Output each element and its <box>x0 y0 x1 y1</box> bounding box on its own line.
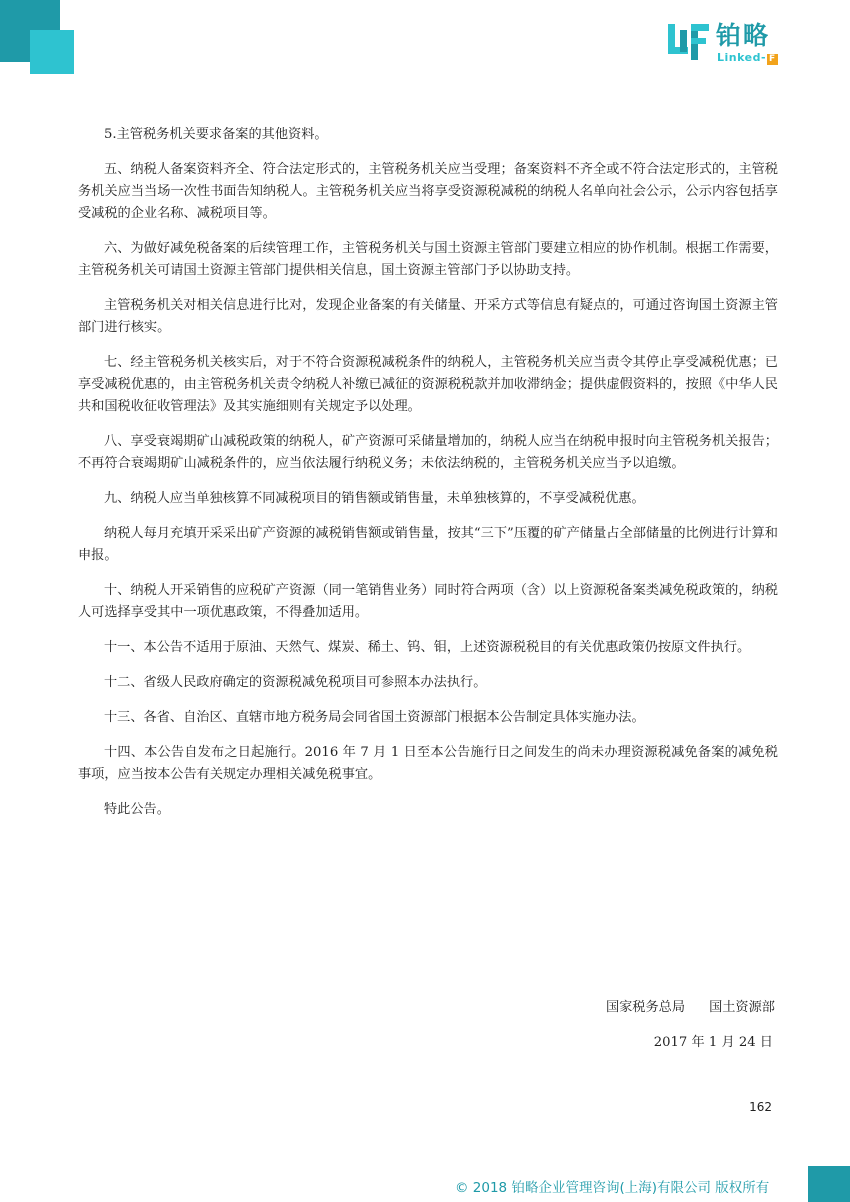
paragraph: 八、享受衰竭期矿山减税政策的纳税人，矿产资源可采储量增加的，纳税人应当在纳税申报时向主管税务机关报告；不再符合衰竭期矿山减税条件的，应当依法履行纳税义务；未依法纳税的，主管税务机关应当予以追缴。 <box>78 434 778 471</box>
signature-date: 2017 年 1 月 24 日 <box>653 1035 773 1050</box>
paragraph: 十、纳税人开采销售的应税矿产资源（同一笔销售业务）同时符合两项（含）以上资源税备案类减免税政策的，纳税人可选择享受其中一项优惠政策，不得叠加适用。 <box>78 583 778 620</box>
copyright-notice: © 2018 铂略企业管理咨询(上海)有限公司 版权所有 <box>455 1180 770 1196</box>
page-number: 162 <box>749 1100 772 1114</box>
logo-english-word: Linked- <box>717 51 767 64</box>
paragraph: 七、经主管税务机关核实后，对于不符合资源税减税条件的纳税人，主管税务机关应当责令其停止享受减税优惠；已享受减税优惠的，由主管税务机关责令纳税人补缴已减征的资源税税款并加收滞纳金；提供虚假资料的，按照《中华人民共和国税收征收管理法》及其实施细则有关规定予以处理。 <box>78 355 778 414</box>
paragraph: 十三、各省、自治区、直辖市地方税务局会同省国土资源部门根据本公告制定具体实施办法。 <box>104 710 645 725</box>
document-body <box>78 124 778 834</box>
logo-chinese-text: 铂略 <box>716 21 771 50</box>
paragraph: 特此公告。 <box>104 802 170 817</box>
signature-organizations <box>560 996 775 1015</box>
logo-english-text <box>717 52 778 65</box>
signature-org-tax-bureau: 国家税务总局 <box>605 1000 686 1015</box>
corner-decoration-bottom <box>808 1166 850 1202</box>
brand-logo <box>666 20 796 66</box>
paragraph: 5.主管税务机关要求备案的其他资料。 <box>104 127 328 142</box>
paragraph: 十一、本公告不适用于原油、天然气、煤炭、稀土、钨、钼，上述资源税税目的有关优惠政策仍按原文件执行。 <box>104 640 751 655</box>
paragraph: 五、纳税人备案资料齐全、符合法定形式的，主管税务机关应当受理；备案资料不齐全或不符合法定形式的，主管税务机关应当当场一次性书面告知纳税人。主管税务机关应当将享受资源税减税的纳税人名单向社会公示，公示内容包括享受减税的企业名称、减税项目等。 <box>78 162 778 221</box>
paragraph: 十四、本公告自发布之日起施行。2016 年 7 月 1 日至本公告施行日之间发生的尚未办理资源税减免备案的减免税事项，应当按本公告有关规定办理相关减免税事宜。 <box>78 745 778 782</box>
paragraph: 六、为做好减免税备案的后续管理工作，主管税务机关与国土资源主管部门要建立相应的协作机制。根据工作需要，主管税务机关可请国土资源主管部门提供相关信息，国土资源主管部门予以协助支持。 <box>78 241 778 278</box>
corner-decoration-light <box>30 30 74 74</box>
paragraph: 九、纳税人应当单独核算不同减税项目的销售额或销售量，未单独核算的，不享受减税优惠。 <box>104 491 645 506</box>
logo-mark-icon <box>666 22 712 62</box>
logo-english-badge: F <box>769 54 776 64</box>
paragraph: 主管税务机关对相关信息进行比对，发现企业备案的有关储量、开采方式等信息有疑点的，可通过咨询国土资源主管部门进行核实。 <box>78 298 778 335</box>
signature-org-land-resources: 国土资源部 <box>709 1000 775 1015</box>
paragraph: 纳税人每月充填开采采出矿产资源的减税销售额或销售量，按其“三下”压覆的矿产储量占全部储量的比例进行计算和申报。 <box>78 526 778 563</box>
paragraph: 十二、省级人民政府确定的资源税减免税项目可参照本办法执行。 <box>104 675 487 690</box>
